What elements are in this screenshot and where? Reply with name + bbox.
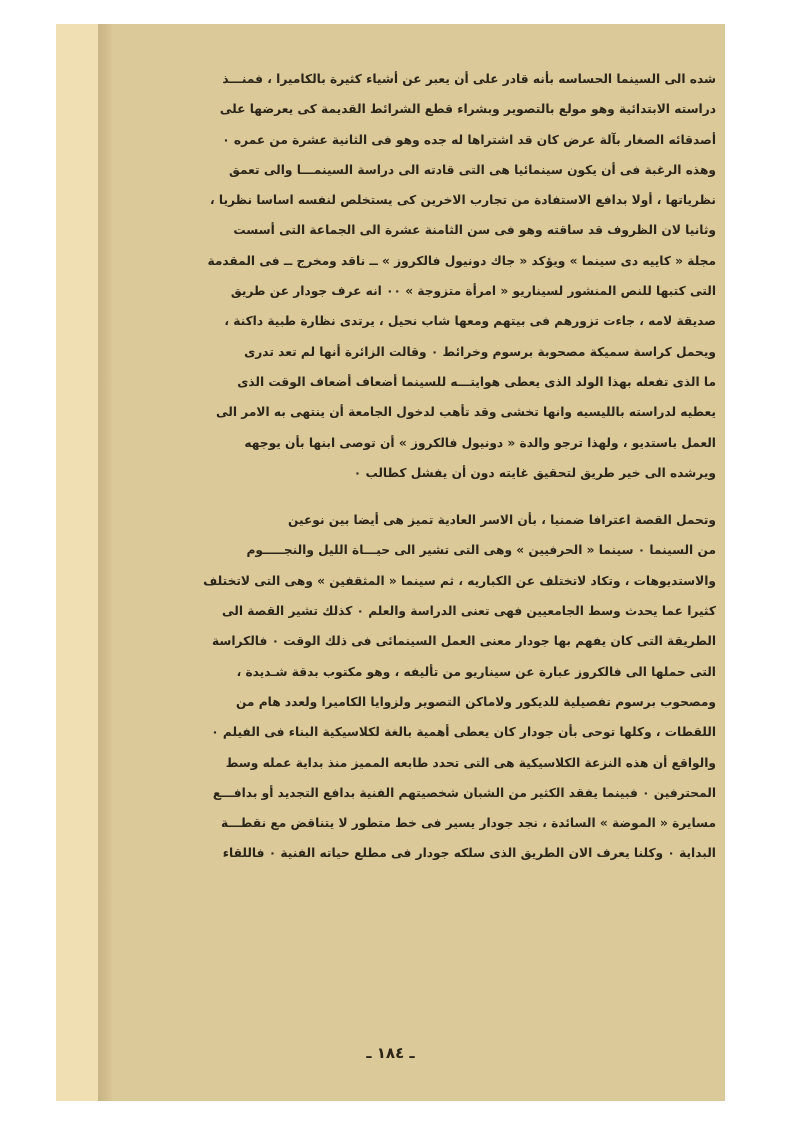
text-line: صديقة لامه ، جاءت تزورهم فى بيتهم ومعها شاب نحيل ، يرتدى نظارة طبية داكنة ، [224, 314, 716, 329]
text-line: البداية ٠ وكلنا يعرف الان الطريق الذى سلكه جودار فى مطلع حياته الفنية ٠ فاللقاء [222, 846, 716, 861]
text-line: المحترفين ٠ فبينما يفقد الكثير من الشبان شخصيتهم الفنية بدافع التجديد أو بدافـــع [212, 785, 716, 800]
text-line: وهذه الرغبة فى أن يكون سينمائيا هى التى قادته الى دراسة السينمـــا والى تعمق [228, 162, 716, 177]
text-line: اللقطات ، وكلها توحى بأن جودار كان يعطى أهمية بالغة لكلاسيكية البناء فى الفيلم ٠ [211, 725, 716, 740]
text-line: نظرياتها ، أولا بدافع الاستفادة من تجارب الاخرين كى يستخلص لنفسه اساسا نظريا ، [210, 193, 716, 208]
text-line: العمل باستديو ، ولهذا ترجو والدة « دونيول فالكروز » أن توصى ابنها بأن يوجهه [244, 435, 716, 450]
text-line: مجلة « كاييه دى سينما » ويؤكد « جاك دونيول فالكروز » ــ ناقد ومخرج ــ فى المقدمة [207, 253, 716, 268]
page-number: ـ ١٨٤ ـ [366, 1044, 415, 1062]
paragraph-2 [100, 505, 716, 869]
text-line: ومصحوب برسوم تفصيلية للديكور ولاماكن التصوير ولزوايا الكاميرا ولعدد هام من [235, 694, 716, 709]
text-line: يعطيه لدراسته بالليسيه وانها تخشى وقد تأهب لدخول الجامعة أن ينتهى به الامر الى [215, 405, 716, 420]
text-line: الطريقة التى كان يفهم بها جودار معنى العمل السينمائى فى ذلك الوقت ٠ فالكراسة [211, 634, 716, 649]
page-gutter [56, 24, 98, 1101]
text-line: ويرشده الى خير طريق لتحقيق غايته دون أن يفشل كطالب ٠ [353, 465, 716, 480]
text-line: والاستديوهات ، وتكاد لاتختلف عن الكباريه ، ثم سينما « المثقفين » وهى التى لاتختلف [203, 573, 716, 588]
text-line: من السينما ٠ سينما « الحرفيين » وهى التى تشير الى حيـــاة الليل والنجـــــوم [246, 543, 716, 558]
paragraph-1 [100, 64, 716, 488]
text-line: ما الذى تفعله بهذا الولد الذى يعطى هوايتـــه للسينما أضعاف أضعاف الوقت الذى [237, 374, 716, 389]
text-line: وثانيا لان الظروف قد ساقته وهو فى سن الثامنة عشرة الى الجماعة التى أسست [233, 223, 716, 238]
text-line: أصدقائه الصغار بآلة عرض كان قد اشتراها له جده وهو فى الثانية عشرة من عمره ٠ [222, 132, 716, 147]
text-line: كثيرا عما يحدث وسط الجامعيين فهى تعنى الدراسة والعلم ٠ كذلك تشير القصة الى [221, 604, 716, 619]
scanned-page [56, 24, 725, 1101]
text-line: شده الى السينما الحساسه بأنه قادر على أن يعبر عن أشياء كثيرة بالكاميرا ، فمنـــذ [222, 72, 716, 86]
text-line: مسايرة « الموضة » السائدة ، نجد جودار يسير فى خط متطور لا يتناقض مع نقطـــة [221, 816, 716, 831]
text-line: التى كتبها للنص المنشور لسيناريو « امرأة متزوجة » ٠٠ انه عرف جودار عن طريق [230, 284, 716, 299]
text-line: دراسته الابتدائية وهو مولع بالتصوير وبشراء قطع الشرائط القديمة كى يعرضها على [219, 102, 716, 117]
text-line: ويحمل كراسة سميكة مصحوبة برسوم وخرائط ٠ وقالت الزائرة أنها لم تعد تدرى [244, 344, 716, 359]
page-body [100, 64, 716, 869]
text-line: وتحمل القصة اعترافا ضمنيا ، بأن الاسر العادية تميز هى أيضا بين نوعين [288, 513, 716, 528]
text-line: والواقع أن هذه النزعة الكلاسيكية هى التى تحدد طابعه المميز منذ بداية عمله وسط [225, 755, 716, 770]
text-line: التى حملها الى فالكروز عبارة عن سيناريو من تأليفه ، وهو مكتوب بدقة شـديدة ، [236, 664, 716, 679]
